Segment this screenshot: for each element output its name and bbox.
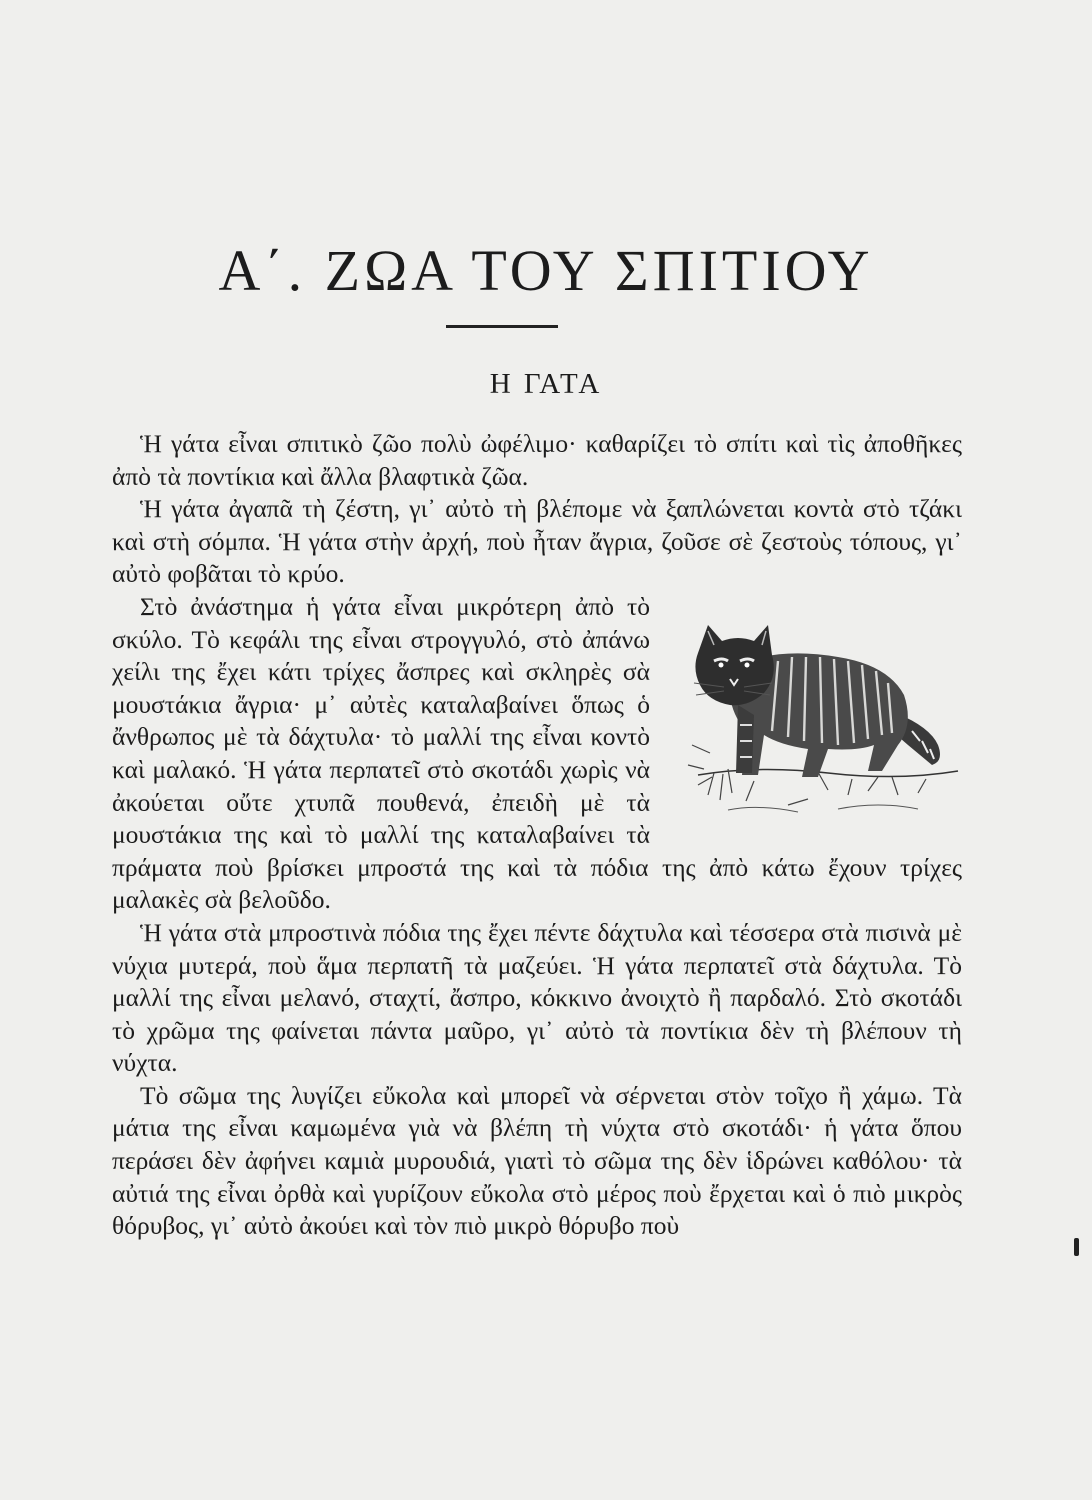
paragraph-3 [112,591,962,917]
paragraph-2: Ἡ γάτα ἀγαπᾶ τὴ ζέστη, γι᾿ αὐτὸ τὴ βλέπομε νὰ ξαπλώνεται κοντὰ στὸ τζάκι καὶ στὴ σόμπα. Ἡ γάτα στὴν ἀρχή, ποὺ ἦταν ἄγρια, ζοῦσε σὲ ζεστοὺς τόπους, γι᾿ αὐτὸ φοβᾶται τὸ κρύο. [112,494,962,589]
title-divider [446,325,558,328]
paragraph-3-text: Στὸ ἀνάστημα ἡ γάτα εἶναι μικρότερη ἀπὸ τὸ σκύλο. Τὸ κεφάλι της εἶναι στρογγυλό, στὸ ἀπάνω χείλι της ἔχει κάτι τρίχες ἄσπρες καὶ σκληρὲς σὰ μουστάκια ἄγρια· μ᾿ αὐτὲς καταλαβαίνει ὅπως ὁ ἄνθρωπος μὲ τὰ δάχτυλα· τὸ μαλλί της εἶναι κοντὸ καὶ μαλακό. Ἡ γάτα περπατεῖ στὸ σκοτάδι χωρὶς νὰ ἀκούεται οὔτε χτυπᾶ πουθενά, ἐπειδὴ μὲ τὰ μουστάκια της καὶ τὸ μαλλί της καταλαβαίνει τὰ πράματα ποὺ βρίσκει μπροστά της καὶ τὰ πόδια της ἀπὸ κάτω ἔχουν τρίχες μαλακὲς σὰ βελοῦδο. [112,591,962,915]
paragraph-1: Ἡ γάτα εἶναι σπιτικὸ ζῶο πολὺ ὠφέλιμο· καθαρίζει τὸ σπίτι καὶ τὶς ἀποθῆκες ἀπὸ τὰ ποντίκια καὶ ἄλλα βλαφτικὰ ζῶα. [112,429,962,491]
wild-cat-engraving-icon [668,595,968,820]
cat-illustration [668,595,968,820]
paragraph-4: Ἡ γάτα στὰ μπροστινὰ πόδια της ἔχει πέντε δάχτυλα καὶ τέσσερα στὰ πισινὰ μὲ νύχια μυτερά, ποὺ ἅμα περπατῆ τὰ μαζεύει. Ἡ γάτα περπατεῖ στὰ δάχτυλα. Τὸ μαλλί της εἶναι μελανό, σταχτί, ἄσπρο, κόκκινο ἀνοιχτὸ ἢ παρδαλό. Στὸ σκοτάδι τὸ χρῶμα της φαίνεται πάντα μαῦρο, γι᾿ αὐτὸ τὰ ποντίκια δὲν τὴ βλέπουν τὴ νύχτα. [112,917,962,1078]
article-body [112,428,962,1243]
page-edge-mark [1074,1238,1079,1256]
paragraph-5: Τὸ σῶμα της λυγίζει εὔκολα καὶ μπορεῖ νὰ σέρνεται στὸν τοῖχο ἢ χάμω. Τὰ μάτια της εἶναι καμωμένα γιὰ νὰ βλέπη τὴ νύχτα στὸ σκοτάδι· ἡ γάτα ὅπου περάσει δὲν ἀφήνει καμιὰ μυρουδιά, γιατὶ τὸ σῶμα της δὲν ἱδρώνει καθόλου· τὰ αὐτιά της εἶναι ὀρθὰ καὶ γυρίζουν εὔκολα στὸ μέρος ποὺ ἔρχεται καὶ ὁ πιὸ μικρὸς θόρυβος, γι᾿ αὐτὸ ἀκούει καὶ τὸν πιὸ μικρὸ θόρυβο ποὺ [112,1080,962,1241]
section-title: Η ΓΑΤΑ [489,368,603,400]
chapter-title: Α΄. ΖΩΑ ΤΟΥ ΣΠΙΤΙΟΥ [218,238,874,303]
